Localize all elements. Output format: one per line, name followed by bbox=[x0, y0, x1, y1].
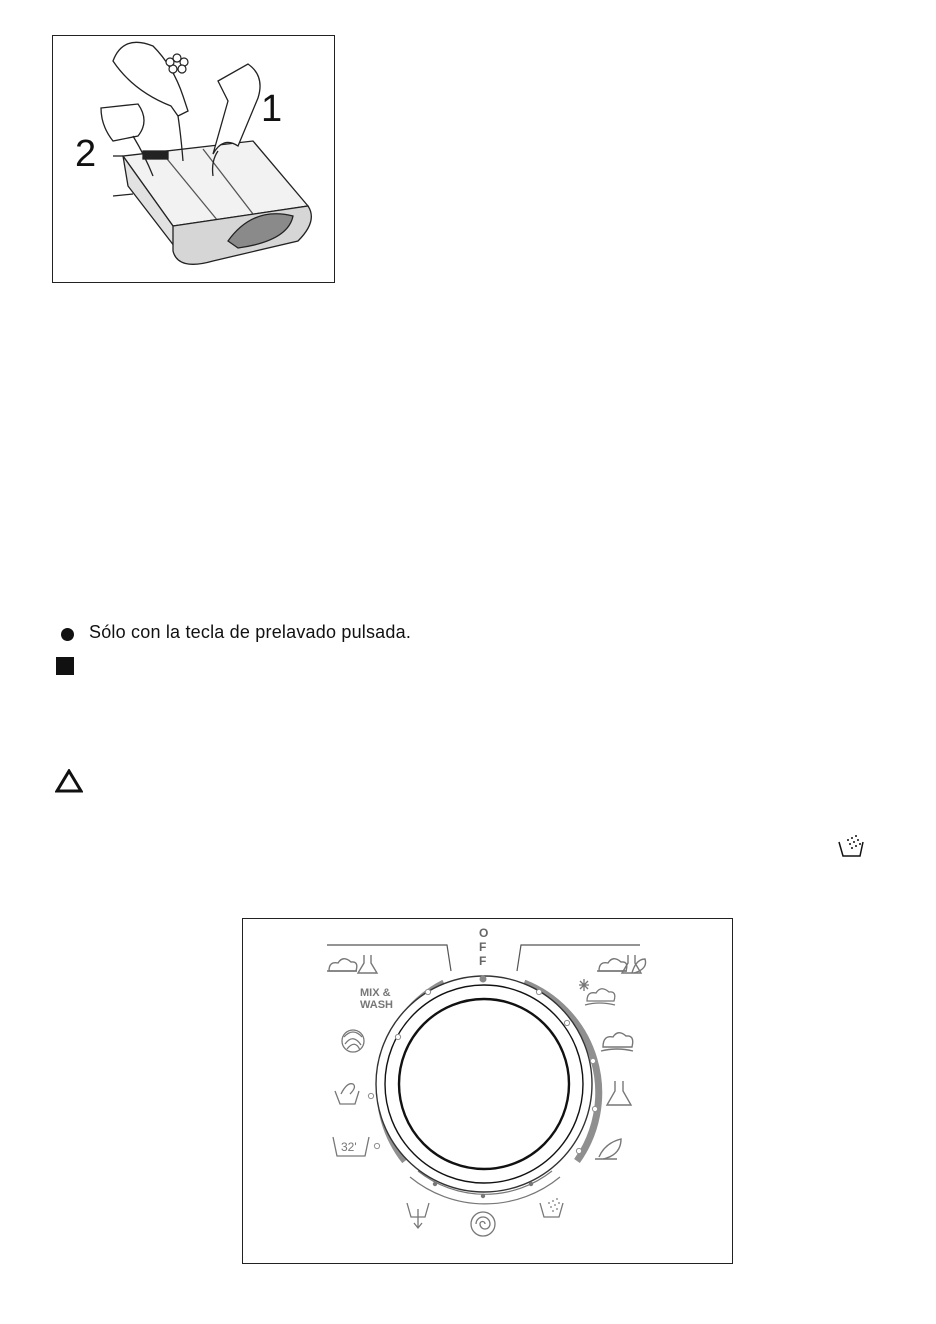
svg-text:F: F bbox=[479, 954, 487, 968]
flower-icon bbox=[166, 54, 188, 73]
cotton-icon bbox=[601, 1033, 633, 1051]
bullet-dot-icon bbox=[61, 628, 74, 641]
program-dial-panel bbox=[242, 918, 733, 1264]
drain-icon bbox=[407, 1203, 429, 1228]
quick-32-icon bbox=[333, 1137, 369, 1156]
handwash-icon bbox=[335, 1084, 359, 1104]
program-knob[interactable] bbox=[399, 999, 569, 1169]
delicate-icon bbox=[595, 1139, 621, 1159]
mix-wash-label-1: MIX & bbox=[360, 987, 391, 999]
prewash-note: Sólo con la tecla de prelavado pulsada. bbox=[89, 622, 412, 642]
cotton-synthetic-delicate-icon bbox=[597, 955, 646, 973]
quick-32-label: 32' bbox=[341, 1140, 357, 1154]
wool-icon bbox=[342, 1030, 364, 1052]
mix-wash-label-2: WASH bbox=[360, 999, 393, 1011]
program-dial-illustration bbox=[243, 919, 732, 1263]
spin-icon bbox=[471, 1212, 495, 1236]
cotton-eco-icon bbox=[579, 979, 615, 1005]
rinse-icon bbox=[540, 1198, 563, 1217]
detergent-drawer-icon bbox=[113, 141, 311, 264]
compartment-label-2: 2 bbox=[75, 133, 97, 175]
svg-text:O: O bbox=[479, 926, 489, 940]
square-bullet-icon bbox=[56, 657, 74, 675]
warning-triangle-icon bbox=[55, 769, 83, 793]
svg-text:F: F bbox=[479, 940, 487, 954]
cotton-prewash-icon bbox=[327, 955, 377, 973]
rinse-shower-icon bbox=[836, 834, 866, 860]
off-position-dot bbox=[480, 976, 487, 983]
drawer-figure bbox=[52, 35, 335, 283]
off-label bbox=[479, 926, 488, 968]
drawer-illustration bbox=[53, 36, 333, 281]
synthetic-icon bbox=[607, 1081, 631, 1105]
compartment-label-1: 1 bbox=[261, 88, 283, 130]
